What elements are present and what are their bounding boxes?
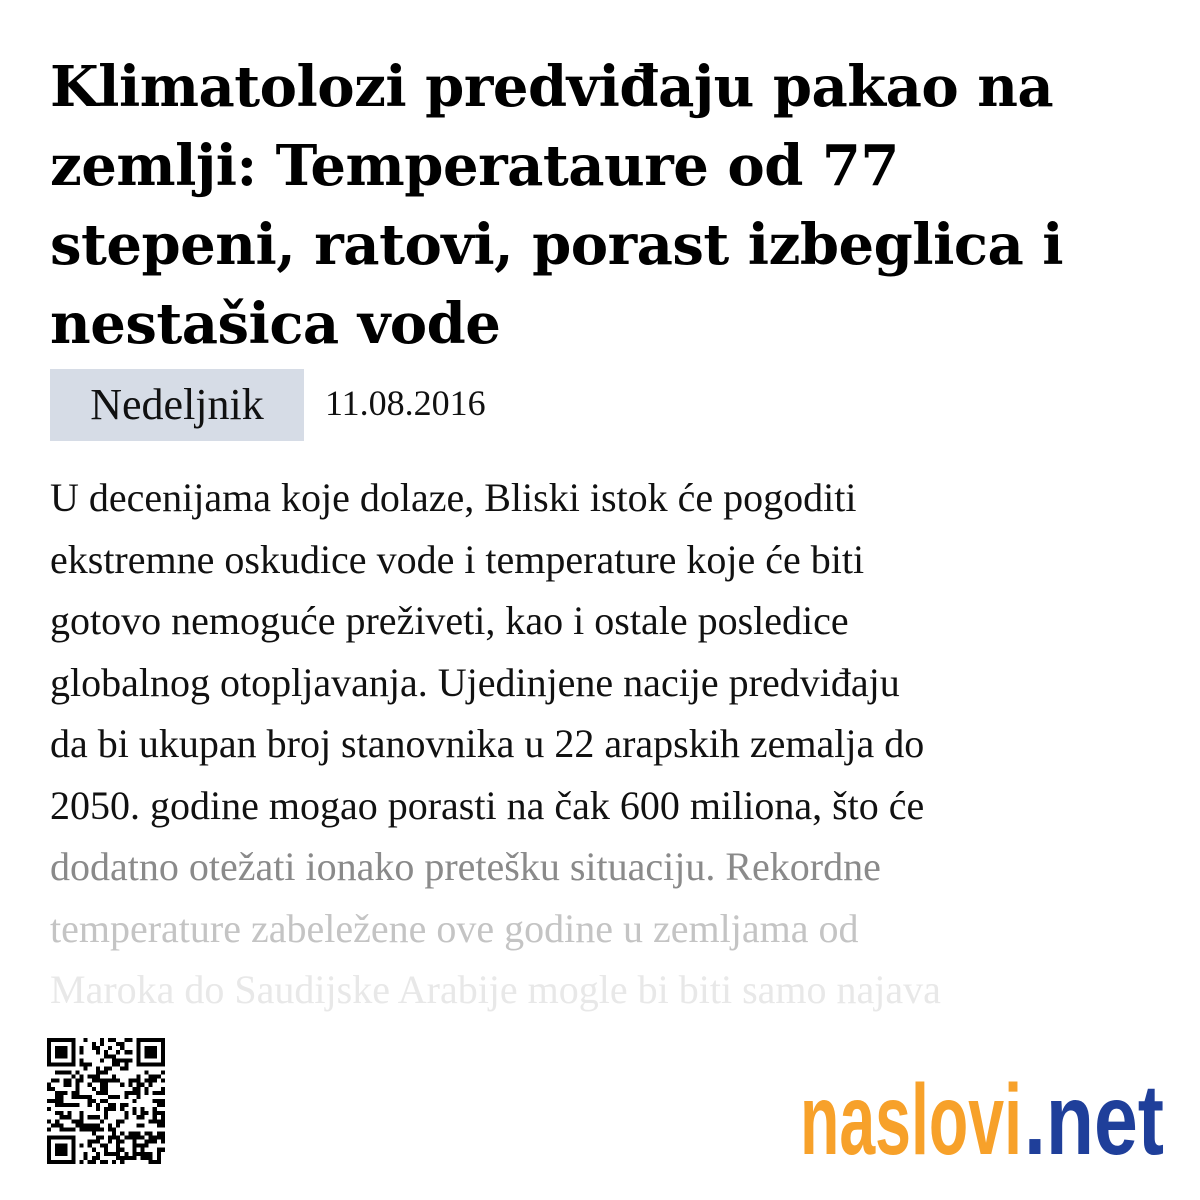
body-line: gotovo nemoguće preživeti, kao i ostale posledice <box>50 598 849 643</box>
publish-date: 11.08.2016 <box>325 383 486 423</box>
body-line: Maroka do Saudijske Arabije mogle bi biti samo najava <box>50 967 941 1012</box>
article-title: Klimatolozi predviđaju pakao na zemlji: Temperataure od 77 stepeni, ratovi, porast izbeglica i nestašica vode <box>50 54 1064 357</box>
body-line: globalnog otopljavanja. Ujedinjene nacije predviđaju <box>50 659 900 705</box>
svg-text:.net: .net <box>1024 1064 1164 1170</box>
body-line: U decenijama koje dolaze, Bliski istok će pogoditi <box>50 475 857 520</box>
body-line: da bi ukupan broj stanovnika u 22 arapskih zemalja do <box>50 721 925 766</box>
source-badge[interactable]: Nedeljnik <box>50 369 304 441</box>
body-line: temperature zabeležene ove godine u zemljama od <box>50 905 859 951</box>
body-line: ekstremne oskudice vode i temperature koje će biti <box>50 536 865 582</box>
body-line: 2050. godine mogao porasti na čak 600 miliona, što će <box>50 782 925 828</box>
naslovi-logo[interactable] <box>800 1058 1170 1170</box>
body-line: dodatno otežati ionako pretešku situaciju. Rekordne <box>50 844 881 889</box>
article-body <box>50 467 1160 1015</box>
qr-code-icon[interactable] <box>47 1038 165 1164</box>
svg-text:naslovi: naslovi <box>800 1064 1022 1170</box>
